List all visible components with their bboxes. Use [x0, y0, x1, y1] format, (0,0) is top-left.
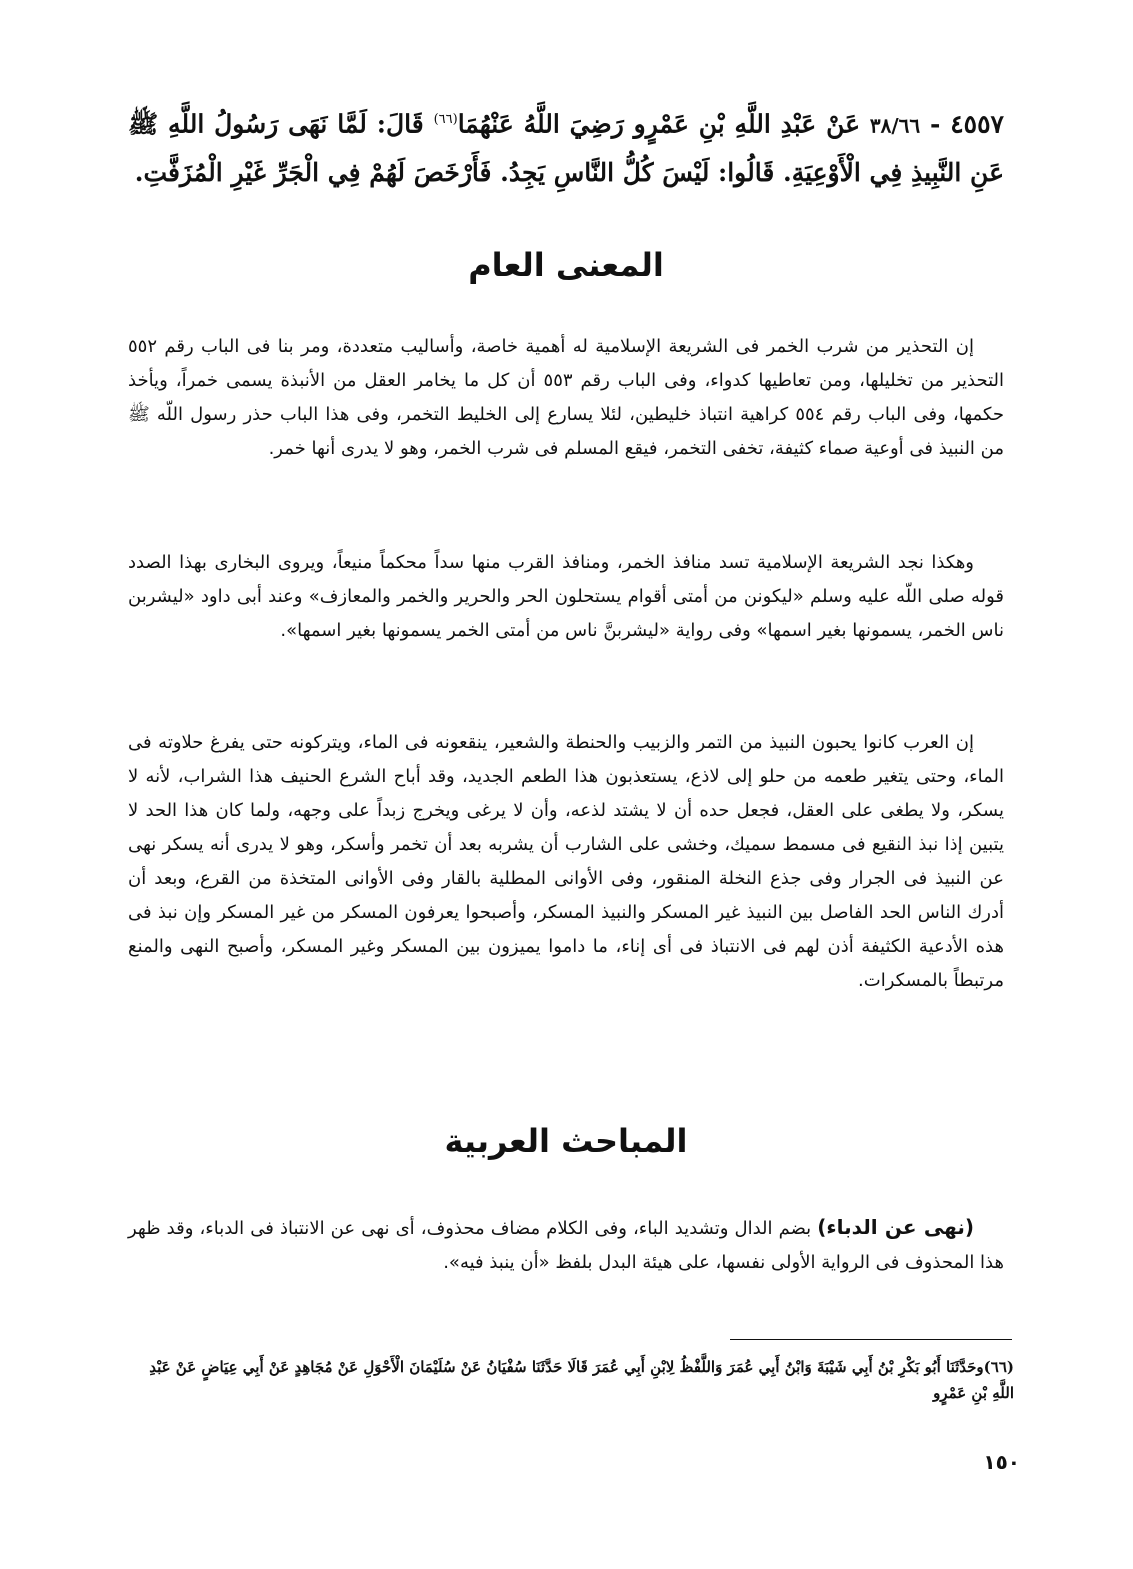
paragraph-general-meaning-3: إن العرب كانوا يحبون النبيذ من التمر والزبيب والحنطة والشعير، ينقعونه فى الماء، ويتركونه حتى يفرغ حلاوته فى الماء، وحتى يتغير طعمه من حلو إلى لاذع، يستعذبون هذا الطعم الجديد، وقد أباح الشرع الحنيف هذا الشراب، لأنه لا يسكر، ولا يطغى على العقل، فجعل حده أن لا يشتد لذعه، وأن لا يرغى ويخرج زبداً على وجهه، ولما كان هذا الحد لا يتبين إذا نبذ النقيع فى مسمط سميك، وخشى على الشارب أن يشربه بعد أن تخمر وأسكر، وهو لا يدرى أنه يسكر نهى عن النبيذ فى الجرار وفى جذع النخلة المنقور، وفى الأوانى المطلية بالقار وفى الأوانى المتخذة من القرع، وبعد أن أدرك الناس الحد الفاصل بين النبيذ غير المسكر والنبيذ المسكر، وأصبحوا يعرفون المسكر من غير المسكر وإن نبذ فى هذه الأدعية الكثيفة أذن لهم فى الانتباذ فى أى إناء، ما داموا يميزون بين المسكر وغير المسكر، وأصبح النهى والمنع مرتبطاً بالمسكرات.	[128, 732, 1004, 991]
arabic-topics-text: بضم الدال وتشديد الباء، وفى الكلام مضاف محذوف، أى نهى عن الانتباذ فى الدباء، وقد ظهر هذا المحذوف فى الرواية الأولى نفسها، على هيئة البدل بلفظ «أن ينبذ فيه».	[128, 1218, 1004, 1273]
footnote-text: وحَدَّثَنَا أَبُو بَكْرِ بْنُ أَبِي شَيْبَةَ وَابْنُ أَبِي عُمَرَ وَاللَّفْظُ لِابْنِ أَبِي عُمَرَ قَالَا حَدَّثَنَا سُفْيَانُ عَنْ سُلَيْمَانَ الْأَحْوَلِ عَنْ مُجَاهِدٍ عَنْ أَبِي عِيَاضٍ عَنْ عَبْدِ اللَّهِ بْنِ عَمْرٍو	[149, 1358, 1014, 1402]
lead-term: (نهى عن الدباء)	[817, 1215, 974, 1239]
hadith-text-part1: عَنْ عَبْدِ اللَّهِ بْنِ عَمْرٍو رَضِيَ اللَّهُ عَنْهُمَا	[457, 109, 861, 139]
footnote-marker: (٦٦)	[983, 1358, 1014, 1376]
section-title-general-meaning: المعنى العام	[468, 246, 664, 284]
paragraph-general-meaning-2: وهكذا نجد الشريعة الإسلامية تسد منافذ الخمر، ومنافذ القرب منها سداً محكماً منيعاً، ويروى البخارى بهذا الصدد قوله صلى اللّه عليه وسلم «ليكونن من أمتى أقوام يستحلون الحر والحرير والخمر والمعازف» وعند أبى داود «ليشربن ناس الخمر، يسمونها بغير اسمها» وفى رواية «ليشربنَّ ناس من أمتى الخمر يسمونها بغير اسمها».	[128, 552, 1004, 641]
hadith-index-fraction: ٣٨/٦٦	[869, 113, 921, 138]
footnote-divider	[730, 1339, 1012, 1340]
page-number: ١٥٠	[983, 1450, 1020, 1474]
hadith-text-part2: قَالَ: لَمَّا نَهَى رَسُولُ اللَّهِ ﷺ عَنِ النَّبِيذِ فِي الْأَوْعِيَةِ. قَالُوا: لَيْسَ كُلُّ النَّاسِ يَجِدُ. فَأَرْخَصَ لَهُمْ فِي الْجَرِّ غَيْرِ الْمُزَفَّتِ.	[128, 109, 1004, 188]
footnote	[128, 1354, 1014, 1406]
hadith-footnote-ref: (٦٦)	[433, 112, 458, 127]
hadith-text: ٤٥٥٧ - ٣٨/٦٦ عَنْ عَبْدِ اللَّهِ بْنِ عَمْرٍو رَضِيَ اللَّهُ عَنْهُمَا$^{(٦٦)}$ قَالَ: لَمَّا نَهَى رَسُولُ اللَّهِ ﷺ عَنِ النَّبِيذِ فِي الْأَوْعِيَةِ. قَالُوا: لَيْسَ كُلُّ النَّاسِ يَجِدُ. فَأَرْخَصَ لَهُمْ فِي الْجَرِّ غَيْرِ الْمُزَفَّتِ.	[128, 109, 1004, 188]
section-title-arabic-topics: المباحث العربية	[444, 1122, 688, 1160]
paragraph-general-meaning-1: إن التحذير من شرب الخمر فى الشريعة الإسلامية له أهمية خاصة، وأساليب متعددة، ومر بنا فى الباب رقم ٥٥٢ التحذير من تخليلها، ومن تعاطيها كدواء، وفى الباب رقم ٥٥٣ أن كل ما يخامر العقل من الأنبذة يسمى خمراً، ويأخذ حكمها، وفى الباب رقم ٥٥٤ كراهية انتباذ خليطين، لئلا يسارع إلى الخليط التخمر، وفى هذا الباب حذر رسول اللّه ﷺ من النبيذ فى أوعية صماء كثيفة، تخفى التخمر، فيقع المسلم فى شرب الخمر، وهو لا يدرى أنها خمر.	[128, 336, 1004, 459]
paragraph-arabic-topics	[128, 1210, 1004, 1280]
hadith-number: ٤٥٥٧	[950, 109, 1004, 139]
